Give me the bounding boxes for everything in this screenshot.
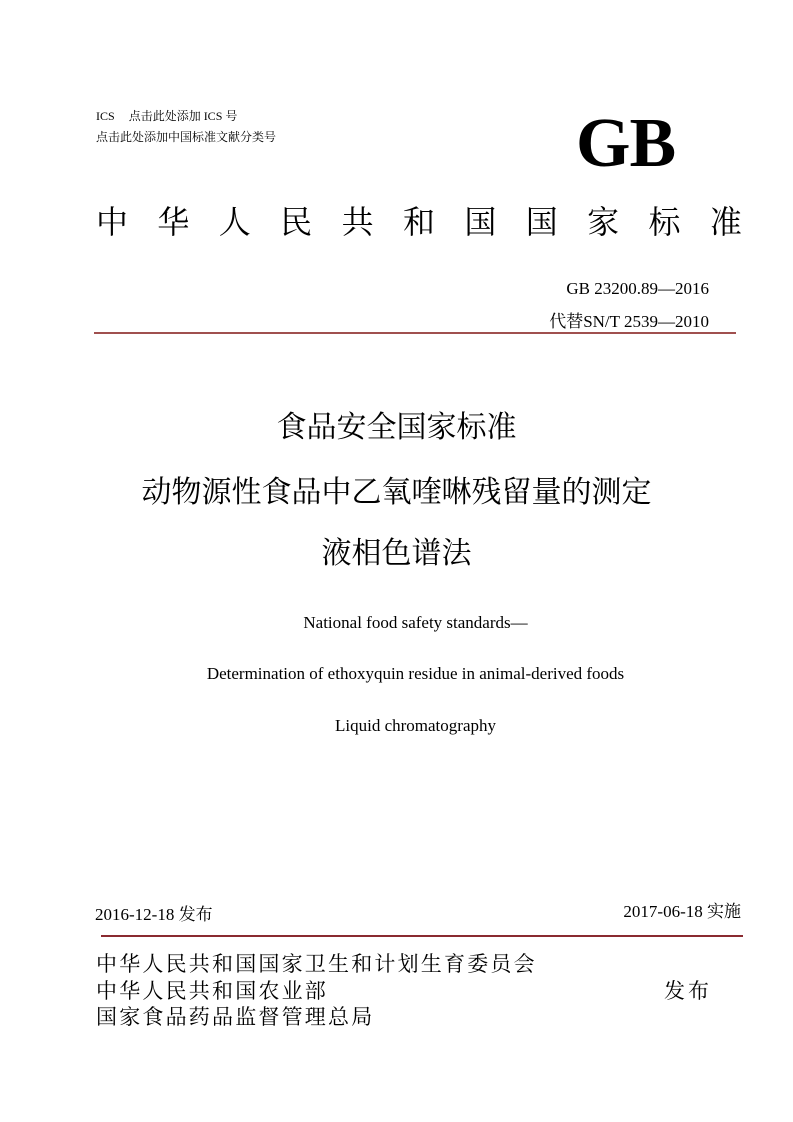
nation-char: 中 <box>96 203 129 241</box>
nation-standard-title <box>96 200 742 244</box>
implementation-date: 2017-06-18 实施 <box>623 902 741 921</box>
issuer-2: 中华人民共和国农业部 <box>96 979 328 1003</box>
ccs-placeholder[interactable]: 点击此处添加中国标准文献分类号 <box>96 130 277 144</box>
title-cn-line2: 动物源性食品中乙氧喹啉残留量的测定 <box>141 475 652 510</box>
title-en-line1: National food safety standards— <box>303 613 528 632</box>
footer-divider <box>101 935 743 937</box>
header-divider <box>94 332 736 334</box>
nation-char: 标 <box>648 203 681 241</box>
gb-logo: GB <box>576 105 676 182</box>
nation-char: 和 <box>402 203 435 241</box>
title-cn-line1: 食品安全国家标准 <box>276 410 517 445</box>
title-cn-line3: 液相色谱法 <box>321 536 472 571</box>
nation-char: 准 <box>709 203 742 241</box>
ics-line <box>96 108 237 124</box>
nation-char: 民 <box>280 203 313 241</box>
title-en-line3: Liquid chromatography <box>335 716 496 735</box>
nation-char: 国 <box>525 203 558 241</box>
issuer-1: 中华人民共和国国家卫生和计划生育委员会 <box>96 952 537 976</box>
publish-label: 发布 <box>664 979 712 1003</box>
ics-placeholder[interactable]: 点击此处添加 ICS 号 <box>128 109 238 123</box>
standard-number: GB 23200.89—2016 <box>566 279 709 298</box>
replaces-standard: 代替SN/T 2539—2010 <box>549 312 709 331</box>
title-en-line2: Determination of ethoxyquin residue in animal-derived foods <box>206 664 625 683</box>
nation-char: 共 <box>341 203 374 241</box>
nation-char: 国 <box>464 203 497 241</box>
ics-label: ICS <box>96 109 115 123</box>
nation-char: 华 <box>157 203 190 241</box>
nation-char: 家 <box>587 203 620 241</box>
issue-date: 2016-12-18 发布 <box>95 905 213 924</box>
nation-char: 人 <box>218 203 251 241</box>
issuer-3: 国家食品药品监督管理总局 <box>96 1005 375 1029</box>
